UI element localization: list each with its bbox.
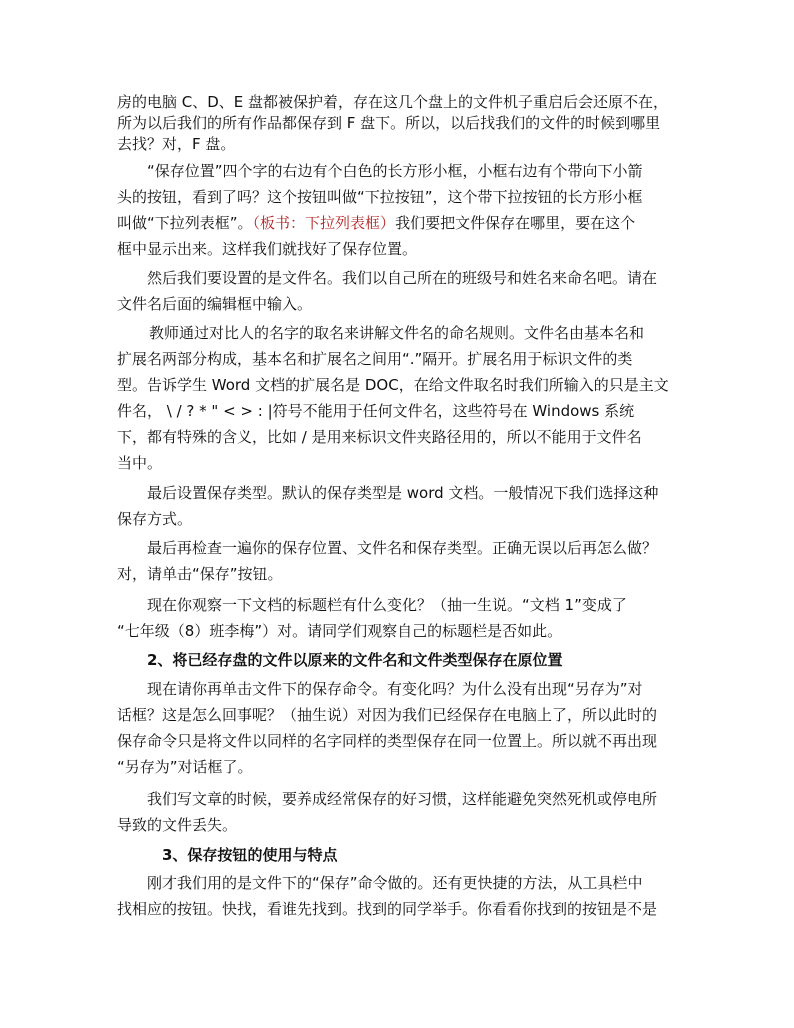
- text-line: “另存为”对话框了。: [117, 758, 253, 776]
- paragraph-drive-protection: [117, 92, 682, 155]
- heading-text: 3、保存按钮的使用与特点: [162, 846, 338, 864]
- paragraph-resave: [117, 676, 682, 780]
- text-line: 件名， \ / ? * " < > : |符号不能用于任何文件名，这些符号在 Windows 系统: [117, 402, 635, 420]
- text-line: 最后再检查一遍你的保存位置、文件名和保存类型。正确无误以后再怎么做？: [147, 539, 658, 557]
- text-line: 现在请你再单击文件下的保存命令。有变化吗？为什么没有出现“另存为”对: [147, 680, 643, 698]
- text-line: 我们写文章的时候，要养成经常保存的好习惯，这样能避免突然死机或停电所: [147, 790, 658, 808]
- board-note: （板书：下拉列表框）: [252, 214, 396, 232]
- heading-text: 2、将已经存盘的文件以原来的文件名和文件类型保存在原位置: [147, 651, 563, 669]
- text-line: 文件名后面的编辑框中输入。: [117, 295, 313, 313]
- section-heading-2: [117, 647, 682, 673]
- paragraph-title-bar: [117, 592, 682, 644]
- text-line: 叫做“下拉列表框”。: [117, 214, 253, 232]
- text-line: 型。告诉学生 Word 文档的扩展名是 DOC，在给文件取名时我们所输入的只是主文: [117, 376, 669, 394]
- text-line: 所为以后我们的所有作品都保存到 F 盘下。所以，以后找我们的文件的时候到哪里: [117, 114, 661, 132]
- text-line: 对，请单击“保存”按钮。: [117, 565, 283, 583]
- paragraph-dropdown-listbox: [117, 158, 682, 262]
- paragraph-habit: [117, 786, 682, 838]
- text-line: “七年级（8）班李梅”）对。请同学们观察自己的标题栏是否如此。: [117, 622, 563, 640]
- paragraph-save-type: [117, 480, 682, 532]
- text-line: 保存命令只是将文件以同样的名字同样的类型保存在同一位置上。所以就不再出现: [117, 732, 658, 750]
- text-line: 教师通过对比人的名字的取名来讲解文件名的命名规则。文件名由基本名和: [149, 324, 645, 342]
- text-line: “保存位置”四个字的右边有个白色的长方形小框，小框右边有个带向下小箭: [147, 162, 643, 180]
- text-line: 下，都有特殊的含义，比如 / 是用来标识文件夹路径用的，所以不能用于文件名: [117, 428, 642, 446]
- paragraph-check-and-save: [117, 535, 682, 587]
- text-line: 房的电脑 C、D、E 盘都被保护着，存在这几个盘上的文件机子重启后会还原不在，: [117, 93, 669, 111]
- paragraph-save-button: [117, 870, 682, 922]
- text-line: 当中。: [117, 454, 163, 472]
- text-line: 去找？对，F 盘。: [117, 135, 236, 153]
- paragraph-filename: [117, 265, 682, 317]
- text-line: 导致的文件丢失。: [117, 816, 238, 834]
- text-line: 话框？这是怎么回事呢？（抽生说）对因为我们已经保存在电脑上了，所以此时的: [117, 706, 658, 724]
- text-line: 保存方式。: [117, 510, 193, 528]
- text-line: 我们要把文件保存在哪里，要在这个: [395, 214, 636, 232]
- text-line: 现在你观察一下文档的标题栏有什么变化？（抽一生说。“文档 1”变成了: [147, 596, 627, 614]
- text-line: 然后我们要设置的是文件名。我们以自己所在的班级号和姓名来命名吧。请在: [147, 269, 658, 287]
- text-line: 刚才我们用的是文件下的“保存”命令做的。还有更快捷的方法，从工具栏中: [147, 874, 643, 892]
- text-line: 头的按钮，看到了吗？这个按钮叫做“下拉按钮”，这个带下拉按钮的长方形小框: [117, 188, 643, 206]
- section-heading-3: [117, 842, 682, 868]
- text-line: 找相应的按钮。快找，看谁先找到。找到的同学举手。你看看你找到的按钮是不是: [117, 900, 658, 918]
- text-line: 扩展名两部分构成，基本名和扩展名之间用“.”隔开。扩展名用于标识文件的类: [117, 350, 633, 368]
- text-line: 最后设置保存类型。默认的保存类型是 word 文档。一般情况下我们选择这种: [147, 484, 659, 502]
- text-line: 框中显示出来。这样我们就找好了保存位置。: [117, 240, 418, 258]
- paragraph-naming-rules: [117, 320, 682, 476]
